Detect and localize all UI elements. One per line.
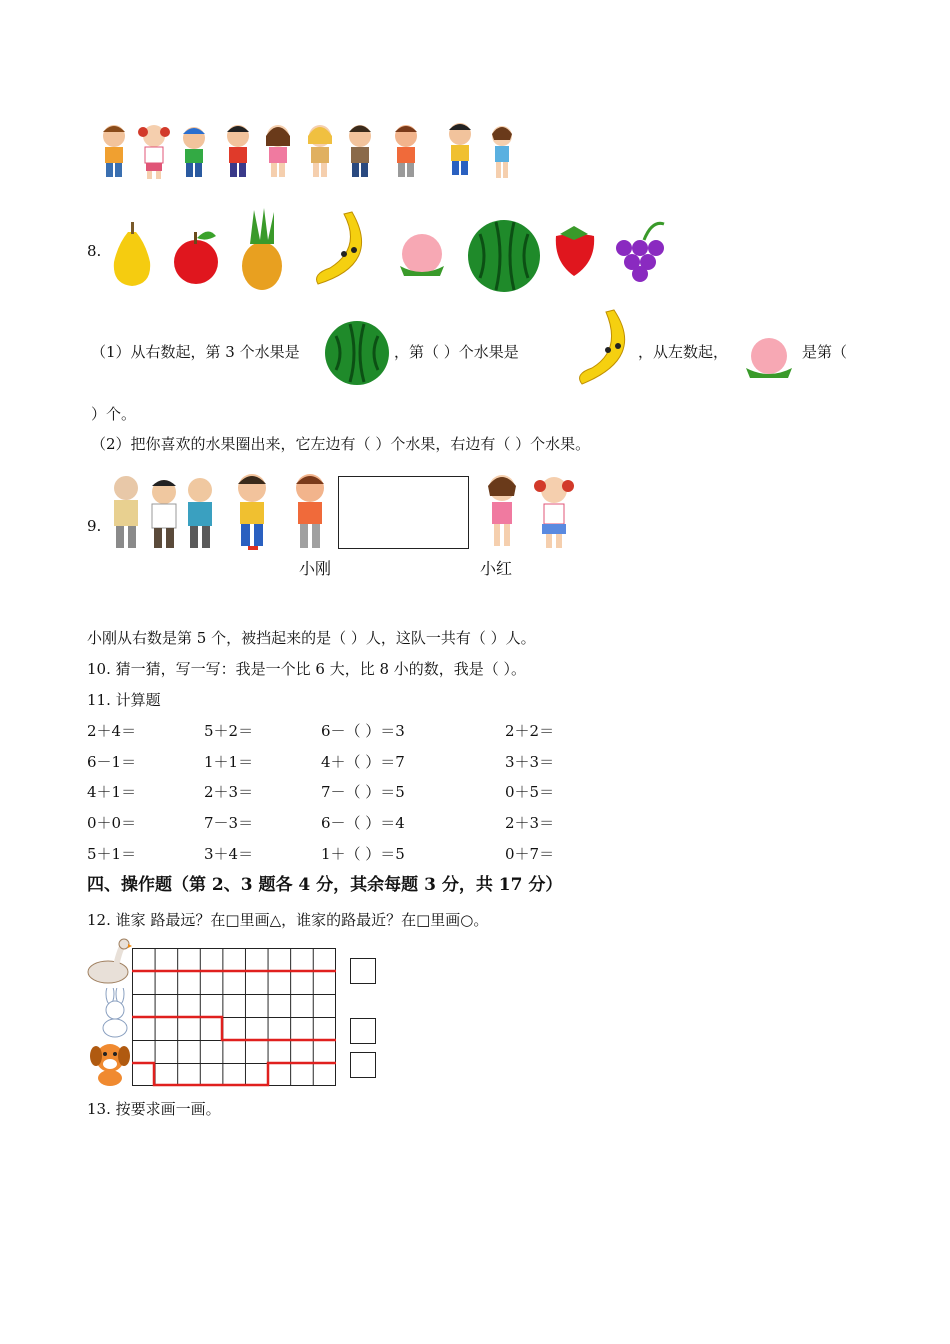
peach-icon [740, 334, 798, 382]
answer-box-rabbit[interactable] [350, 1018, 376, 1044]
calc-item: 2＋3＝ [204, 783, 254, 801]
peach-icon [400, 234, 444, 276]
q11-title: 11. 计算题 [87, 691, 161, 709]
label-xiaogang: 小刚 [299, 559, 332, 578]
dog-route [132, 1063, 336, 1085]
banana-icon [317, 212, 362, 284]
pineapple-icon [242, 208, 282, 290]
q8-p1-text-c: ，从左数起， [638, 343, 729, 361]
q12-text: 12. 谁家 路最远？在□里画△，谁家的路最近？在□里画○。 [87, 911, 489, 929]
calc-item: 2＋3＝ [505, 814, 555, 832]
calc-item: 3＋3＝ [505, 753, 555, 771]
calc-item: 4＋1＝ [87, 783, 137, 801]
calc-item: 0＋7＝ [505, 845, 555, 863]
grapes-icon [616, 223, 664, 282]
apple-icon [174, 231, 218, 284]
banana-icon [570, 306, 636, 390]
calc-item: 2＋2＝ [505, 722, 555, 740]
kids-row-image [92, 118, 522, 184]
q8-p1-text-b: ，第（ ）个水果是 [394, 343, 519, 361]
fruit-row-image [104, 204, 674, 296]
answer-box-dog[interactable] [350, 1052, 376, 1078]
q9-text: 小刚从右数是第 5 个，被挡起来的是（ ）人，这队一共有（ ）人。 [87, 629, 536, 647]
q8-p1-text-d: 是第（ [802, 343, 848, 361]
calc-item: 2＋4＝ [87, 722, 137, 740]
calc-item: 6－（ ）＝3 [321, 722, 405, 740]
q8-p2-text: （2）把你喜欢的水果圈出来，它左边有（ ）个水果，右边有（ ）个水果。 [91, 435, 591, 453]
calc-item: 1＋（ ）＝5 [321, 845, 405, 863]
label-xiaohong: 小红 [480, 559, 513, 578]
q8-p1-text-e: ）个。 [91, 405, 137, 423]
q9-number: 9. [87, 517, 102, 535]
calc-item: 4＋（ ）＝7 [321, 753, 405, 771]
strawberry-icon [556, 226, 594, 276]
calc-item: 7－（ ）＝5 [321, 783, 405, 801]
q8-number: 8. [87, 242, 102, 260]
calc-item: 5＋2＝ [204, 722, 254, 740]
calc-item: 0＋5＝ [505, 783, 555, 801]
pear-icon [114, 222, 150, 286]
dog-icon [88, 1040, 134, 1086]
watermelon-icon [468, 220, 540, 292]
calc-item: 1＋1＝ [204, 753, 254, 771]
calc-item: 6－1＝ [87, 753, 137, 771]
watermelon-icon [322, 318, 392, 388]
calc-item: 0＋0＝ [87, 814, 137, 832]
calc-item: 5＋1＝ [87, 845, 137, 863]
answer-box-goose[interactable] [350, 958, 376, 984]
rabbit-icon [96, 988, 132, 1038]
route-grid [132, 948, 336, 1086]
section-heading: 四、操作题（第 2、3 题各 4 分，其余每题 3 分，共 17 分） [87, 875, 563, 895]
calc-item: 3＋4＝ [204, 845, 254, 863]
calc-item: 7－3＝ [204, 814, 254, 832]
q13-text: 13. 按要求画一画。 [87, 1100, 221, 1118]
q10-text: 10. 猜一猜，写一写：我是一个比 6 大，比 8 小的数，我是（ ）。 [87, 660, 527, 678]
q8-p1-text-a: （1）从右数起，第 3 个水果是 [91, 343, 300, 361]
goose-icon [86, 938, 132, 988]
hidden-people-box [338, 476, 469, 549]
calc-item: 6－（ ）＝4 [321, 814, 405, 832]
rabbit-route [132, 1017, 336, 1040]
